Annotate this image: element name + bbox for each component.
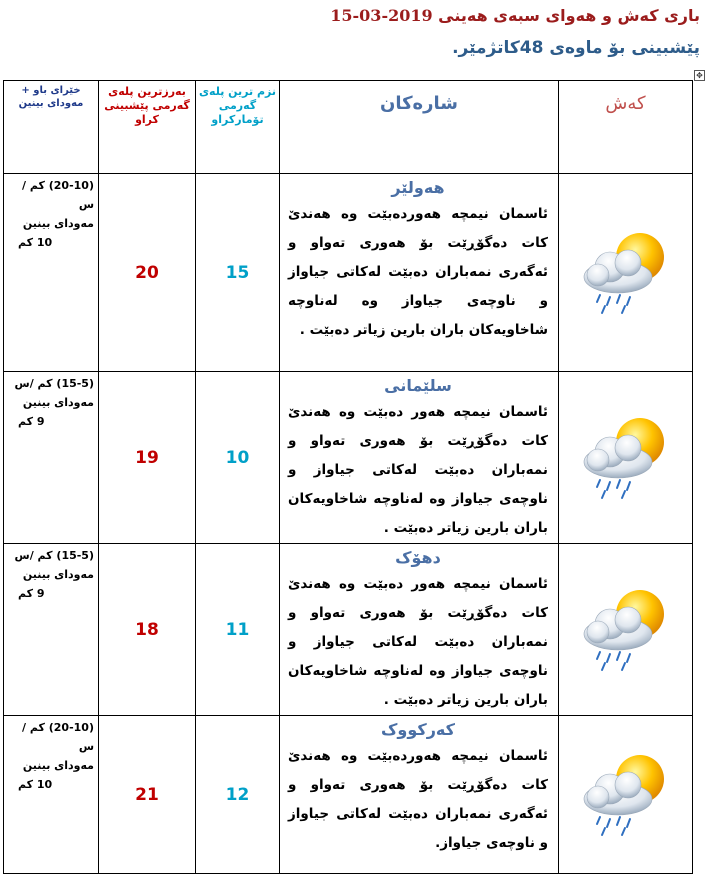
max-temp-value: 20 xyxy=(99,174,196,372)
city-name: دهۆک xyxy=(395,548,441,567)
wind-visibility-cell xyxy=(4,544,99,716)
page-title: باری کەش و هەوای سبەی هەینی 2019-03-15 xyxy=(330,6,700,25)
min-temp-value: 11 xyxy=(196,544,280,716)
table-row xyxy=(4,372,693,544)
wind-speed: (15-5) کم /س xyxy=(14,377,94,390)
wind-visibility-cell xyxy=(4,174,99,372)
city-name: کەرکووک xyxy=(381,720,455,739)
city-forecast-cell xyxy=(280,544,559,716)
visibility-label: مەودای بینین xyxy=(22,568,94,581)
weather-icon-cell xyxy=(559,716,693,874)
partly-cloudy-rain-icon xyxy=(578,749,674,837)
partly-cloudy-rain-icon xyxy=(578,227,674,315)
header-max-temp: بەرزترین پلەی گەرمی پێشبینی کراو xyxy=(99,81,196,174)
visibility-distance: 10 کم xyxy=(18,778,53,791)
header-weather: کەش xyxy=(559,81,693,174)
weather-icon-cell xyxy=(559,372,693,544)
forecast-description: ئاسمان نیمچە هەوردەبێت وە هەندێ کات دەگۆڕێت بۆ هەوری تەواو و ئەگەری نمەباران دەبێت لەکاتی جیاواز و ناوچەی جیاواز وە لەناوچە شاخاویەکان باران بارین زیاتر دەبێت . xyxy=(288,206,548,338)
min-temp-value: 10 xyxy=(196,372,280,544)
visibility-label: مەودای بینین xyxy=(22,396,94,409)
table-row xyxy=(4,716,693,874)
partly-cloudy-rain-icon xyxy=(578,412,674,500)
table-header-row xyxy=(4,81,693,174)
max-temp-value: 19 xyxy=(99,372,196,544)
weather-icon-cell xyxy=(559,544,693,716)
table-move-handle-icon[interactable]: ✥ xyxy=(694,70,705,81)
wind-speed: (20-10) کم /س xyxy=(22,179,94,211)
table-row xyxy=(4,174,693,372)
max-temp-value: 21 xyxy=(99,716,196,874)
visibility-distance: 10 کم xyxy=(18,236,53,249)
city-name: هەولێر xyxy=(391,178,445,197)
header-wind-visibility: خێرای باو + مەودای بینین xyxy=(4,81,99,174)
min-temp-value: 12 xyxy=(196,716,280,874)
header-min-temp: نزم ترین پلەی گەرمی تۆمارکراو xyxy=(196,81,280,174)
min-temp-value: 15 xyxy=(196,174,280,372)
forecast-description: ئاسمان نیمچە هەوردەبێت وە هەندێ کات دەگۆڕێت بۆ هەوری تەواو و ئەگەری نمەباران دەبێت لەکاتی جیاواز و ناوچەی جیاواز. xyxy=(288,748,548,851)
visibility-distance: 9 کم xyxy=(18,587,45,600)
visibility-label: مەودای بینین xyxy=(22,759,94,772)
visibility-distance: 9 کم xyxy=(18,415,45,428)
city-forecast-cell xyxy=(280,174,559,372)
partly-cloudy-rain-icon xyxy=(578,584,674,672)
table-row xyxy=(4,544,693,716)
wind-visibility-cell xyxy=(4,372,99,544)
city-forecast-cell xyxy=(280,716,559,874)
city-forecast-cell xyxy=(280,372,559,544)
forecast-table xyxy=(3,80,693,874)
forecast-description: ئاسمان نیمچە هەور دەبێت وە هەندێ کات دەگۆڕێت بۆ هەوری تەواو و نمەباران دەبێت لەکاتی جیاواز و ناوچەی جیاواز وە لەناوچە شاخاویەکان باران بارین زیاتر دەبێت . xyxy=(288,576,548,708)
max-temp-value: 18 xyxy=(99,544,196,716)
wind-speed: (15-5) کم /س xyxy=(14,549,94,562)
page-subtitle: پێشبینی بۆ ماوەی 48کاتژمێر. xyxy=(452,38,700,58)
visibility-label: مەودای بینین xyxy=(22,217,94,230)
forecast-description: ئاسمان نیمچە هەور دەبێت وە هەندێ کات دەگۆڕێت بۆ هەوری تەواو و نمەباران دەبێت لەکاتی جیاواز و ناوچەی جیاواز وە لەناوچە شاخاویەکان باران بارین زیاتر دەبێت . xyxy=(288,404,548,536)
header-cities: شارەکان xyxy=(280,81,559,174)
weather-icon-cell xyxy=(559,174,693,372)
wind-visibility-cell xyxy=(4,716,99,874)
city-name: سلێمانی xyxy=(384,376,452,395)
wind-speed: (20-10) کم /س xyxy=(22,721,94,753)
